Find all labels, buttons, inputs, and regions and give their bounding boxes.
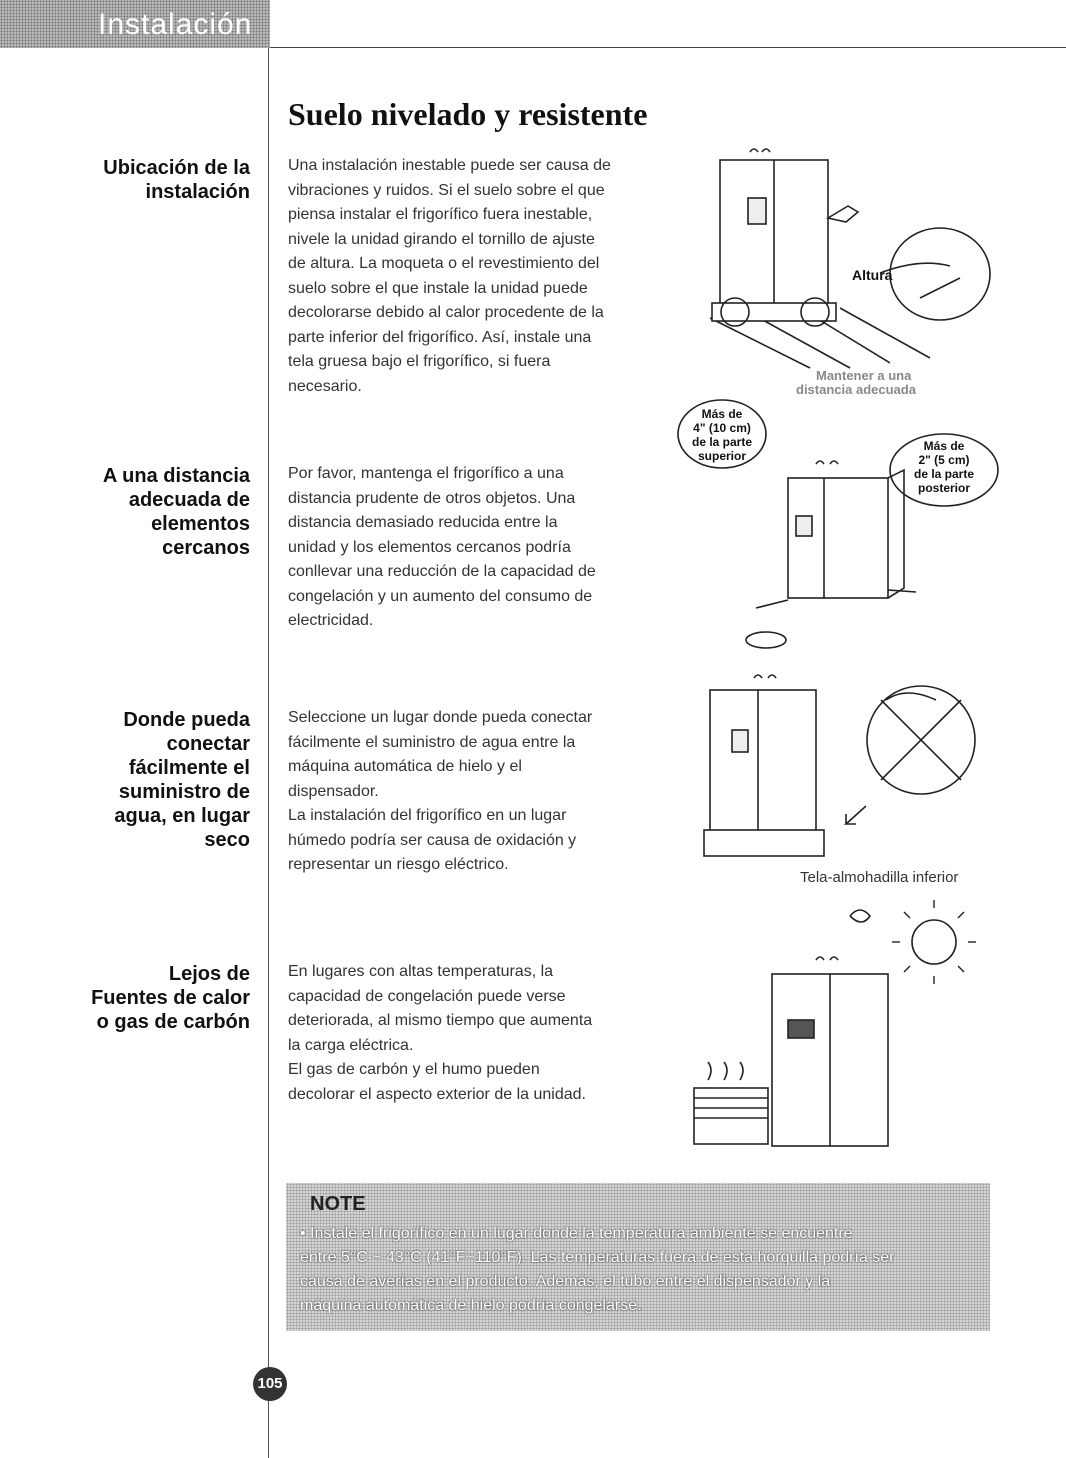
section-body-water: Seleccione un lugar donde pueda conectar fácilmente el suministro de agua entre la máquina automática de hielo y el dispensador. La instalación del frigorífico en un lugar húmedo podría ser causa de oxidación y representar un riesgo eléctrico. (288, 709, 593, 873)
column-divider (268, 48, 269, 1458)
distance-illustration (676, 368, 1006, 618)
section-heading-location: Ubicación de la instalación (103, 157, 250, 203)
leveling-illustration (690, 138, 1000, 370)
page-title: Suelo nivelado y resistente (288, 96, 648, 132)
section-body-location: Una instalación inestable puede ser causa de vibraciones y ruidos. Si el suelo sobre el que piensa instalar el frigorífico fuera inestable, nivele la unidad girando el tornillo de ajuste de altura. La moqueta o el revestimiento del suelo sobre el que instale la unidad puede decolorarse debido al calor procedente de la parte inferior del frigorífico. Así, instale una tela gruesa bajo el frigorífico, si fuera necesario. (288, 157, 611, 395)
note-text: • Instale el frigorífico en un lugar donde la temperatura ambiente se encuentre entre 5°C ~ 43°C (41°F~110°F). Las temperaturas fuera de esta horquilla podría ser causa de averías en el producto. Además, el tubo entre el dispensador y la máquina automática de hielo podría congelarse. (300, 1225, 895, 1314)
top-bubble-line-2: 4" (10 cm) (693, 421, 751, 435)
page-number: 105 (253, 1367, 287, 1401)
back-bubble-line-3: de la parte (913, 467, 975, 481)
note-title: NOTE (310, 1193, 366, 1215)
section-heading-water: Donde pueda conectar fácilmente el suministro de agua, en lugar seco (114, 709, 250, 851)
banner-line-2: distancia adecuada (796, 382, 916, 397)
banner-line-1: Mantener a una (816, 368, 912, 383)
top-bubble-line-1: Más de (701, 407, 743, 421)
pad-caption: Tela-almohadilla inferior (800, 869, 959, 886)
top-bubble-line-4: superior (697, 449, 747, 463)
header-title: Instalación (98, 8, 253, 41)
top-bubble-line-3: de la parte (691, 435, 753, 449)
section-body-distance: Por favor, mantenga el frigorífico a una distancia prudente de otros objetos. Una distancia demasiado reducida entre la unidad y los elementos cercanos podría conllevar una reducción de la capacidad de congelación y un aumento del consumo de electricidad. (288, 465, 596, 629)
header-rule (270, 47, 1066, 48)
water-supply-illustration (696, 630, 986, 870)
section-body-heat: En lugares con altas temperaturas, la capacidad de congelación puede verse deteriorada, al mismo tiempo que aumenta la carga eléctrica. El gas de carbón y el humo pueden decolorar el aspecto exterior de la unidad. (288, 963, 593, 1103)
heat-source-illustration (690, 898, 990, 1148)
back-bubble-line-2: 2" (5 cm) (918, 453, 970, 467)
back-bubble-line-4: posterior (917, 481, 971, 495)
section-heading-distance: A una distancia adecuada de elementos cercanos (102, 465, 250, 559)
altura-label: Altura (852, 267, 893, 283)
section-heading-heat: Lejos de Fuentes de calor o gas de carbón (91, 963, 250, 1033)
back-bubble-line-1: Más de (923, 439, 965, 453)
